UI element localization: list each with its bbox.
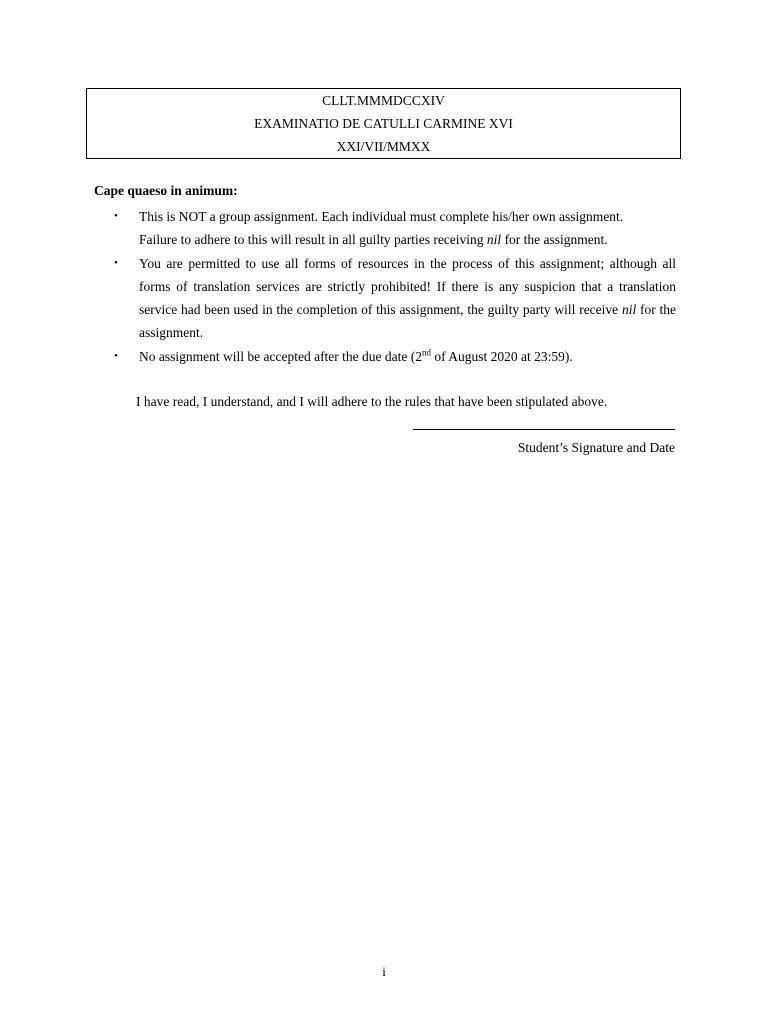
rules-heading: Cape quaeso in animum: [94, 183, 238, 198]
rules-list [94, 205, 676, 368]
ordinal-superscript: nd [422, 347, 432, 358]
signature-label: Student’s Signature and Date [517, 440, 675, 455]
rule-text: This is NOT a group assignment. Each individual must complete his/her own assignment. Failure to adhere to this will result in all guilty parties receiving nil for the assignment. [139, 209, 624, 248]
acknowledgement-statement: I have read, I understand, and I will adhere to the rules that have been stipulated above. [136, 394, 608, 409]
bullet-icon: • [114, 210, 118, 222]
rule-item-due-date [94, 345, 676, 368]
rule-item-group-assignment [94, 205, 676, 252]
exam-title: EXAMINATIO DE CATULLI CARMINE XVI [254, 116, 513, 131]
rule-text: You are permitted to use all forms of resources in the process of this assignment; although all forms of translation services are strictly prohibited! If there is any suspicion that a translation service had been used in the completion of this assignment, the guilty party will receive nil for the assignment. [139, 255, 676, 341]
exam-date: XXI/VII/MMXX [336, 139, 431, 154]
page-number: i [382, 964, 386, 979]
signature-line [413, 429, 675, 430]
nil-emphasis: nil [486, 232, 502, 248]
exam-header-box [86, 88, 681, 159]
bullet-icon: • [114, 256, 118, 269]
course-code: CLLT.MMMDCCXIV [322, 93, 445, 108]
rule-text: No assignment will be accepted after the due date (2nd of August 2020 at 23:59). [139, 347, 573, 364]
bullet-icon: • [114, 349, 118, 362]
rule-item-translation-prohibited [94, 252, 676, 345]
nil-emphasis: nil [621, 302, 637, 318]
